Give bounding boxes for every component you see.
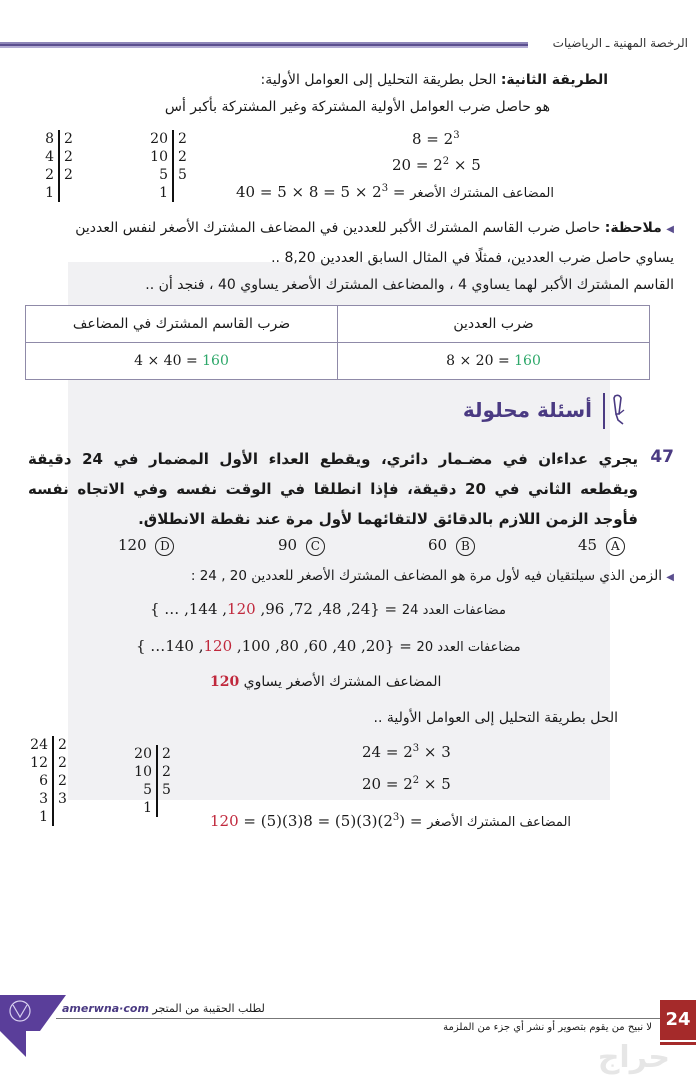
note-line-1: ◀ ملاحظة: حاصل ضرب القاسم المشترك الأكبر للعددين في المضاعف المشترك الأصغر لنفس العددين [75, 220, 674, 236]
factor-ladder-8: 8 4 2 1 2 2 2 [36, 130, 73, 202]
equation-lcm-120: المضاعف المشترك الأصغر = $(2^3)(3)(5) = 8(3)(5) = 120$ [210, 812, 572, 830]
table-header: ضرب العددين [338, 306, 650, 343]
table-cell: 4 × 40 = 160 [26, 343, 338, 380]
note-line-3: القاسم المشترك الأكبر لهما يساوي 4 ، والمضاعف المشترك الأصغر يساوي 40 ، فنجد أن .. [145, 277, 674, 293]
factor-ladder-24: 24 12 6 3 1 2 2 2 3 [30, 737, 67, 825]
equation-20-solution: $20 = 2^2 \times 5$ [362, 775, 451, 793]
store-link[interactable]: amerwna·com [62, 1002, 149, 1015]
solution-intro: ◀ الزمن الذي سيلتقيان فيه لأول مرة هو المضاعف المشترك الأصغر للعددين 20 , 24 : [190, 568, 674, 584]
method-heading-label: الطريقة الثانية: [500, 72, 608, 88]
page-header-title: الرخصة المهنية ـ الرياضيات [552, 36, 688, 50]
equation-20: $20 = 2^2 \times 5$ [392, 156, 481, 174]
table-row [26, 343, 650, 380]
option-d[interactable]: 120 D [118, 536, 174, 556]
option-c[interactable]: 90 C [278, 536, 325, 556]
factor-ladder-20-solution: 20 10 5 1 2 2 5 [134, 746, 171, 816]
option-a[interactable]: 45 A [578, 536, 625, 556]
note-label: ملاحظة: [604, 220, 662, 236]
option-b[interactable]: 60 B [428, 536, 475, 556]
equation-lcm-40: المضاعف المشترك الأصغر = $2^3 \times 5 = 8 \times 5 = 40$ [236, 183, 555, 201]
multiples-20: مضاعفات العدد 20 = {20, 40, 60, 80, 100, 120, 140… } [136, 637, 521, 655]
publisher-logo-icon [0, 995, 66, 1057]
copyright-warning: لا نبيح من يقوم بتصوير أو نشر أي جزء من الملزمة [443, 1022, 652, 1033]
method-heading [261, 70, 608, 91]
multiples-24: مضاعفات العدد 24 = {24, 48, 72, 96, 120, 144, … } [150, 600, 506, 618]
note-line-2: يساوي حاصل ضرب العددين، فمثلًا في المثال السابق العددين 8,20 .. [271, 250, 674, 266]
table-cell: 8 × 20 = 160 [338, 343, 650, 380]
header-rule [0, 42, 528, 48]
table-header-row [26, 306, 650, 343]
method-line: الحل بطريقة التحليل إلى العوامل الأولية .. [373, 710, 618, 726]
question-number: 47 [650, 447, 674, 467]
page-number: 24 [660, 1000, 696, 1040]
comparison-table [25, 305, 650, 380]
footer-store-text: لطلب الحقيبة من المتجر amerwna·com [62, 1002, 265, 1015]
question-text: يجري عداءان في مضـمار دائري، ويقطع العداء الأول المضمار في 24 دقيقة ويقطعه الثاني في 20 دقيقة، فإذا انطلقا في الوقت نفسه وفي الاتجاه نفسه فأوجد الزمن اللازم بالدقائق لالتقائهما لأول مرة عند نقطة الانطلاق. [28, 450, 638, 528]
triangle-bullet-icon: ◀ [666, 224, 674, 235]
pen-icon [610, 394, 628, 426]
table-header: ضرب القاسم المشترك في المضاعف [26, 306, 338, 343]
method-heading-text: الحل بطريقة التحليل إلى العوامل الأولية: [260, 72, 501, 88]
factor-ladder-20: 20 10 5 1 2 2 5 [150, 131, 187, 201]
section-divider [603, 393, 605, 429]
method-definition: هو حاصل ضرب العوامل الأولية المشتركة وغير المشتركة بأكبر أس [164, 99, 550, 115]
section-title: أسئلة محلولة [462, 398, 592, 422]
lcm-statement: المضاعف المشترك الأصغر يساوي 120 [210, 674, 442, 690]
watermark: حراج [597, 1040, 670, 1075]
triangle-bullet-icon: ◀ [666, 572, 674, 583]
equation-8: $8 = 2^3$ [412, 130, 460, 148]
equation-24: $24 = 2^3 \times 3$ [362, 743, 451, 761]
footer-rule [56, 1018, 662, 1019]
